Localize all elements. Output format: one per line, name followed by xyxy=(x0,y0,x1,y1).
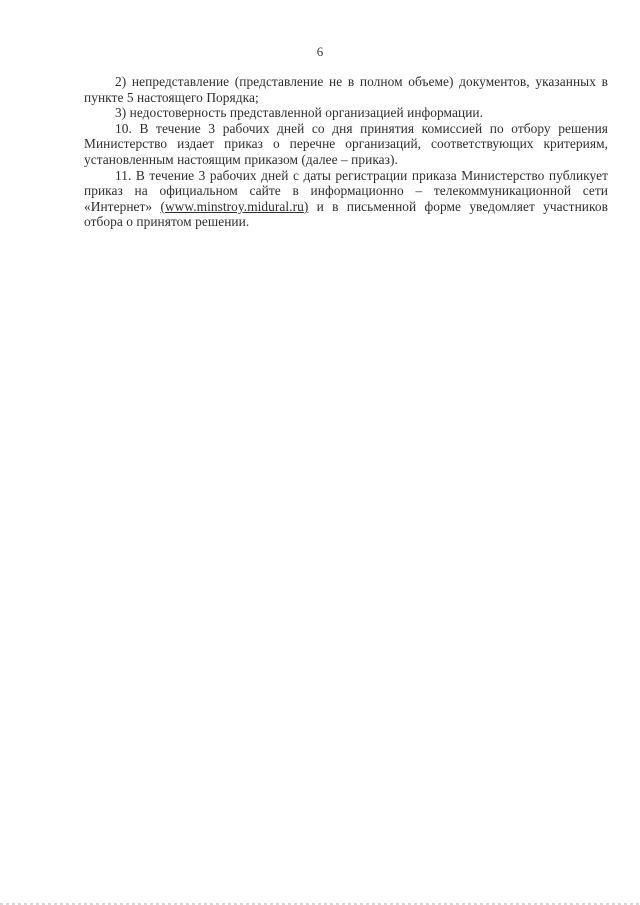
page-number: 6 xyxy=(316,44,324,59)
paragraph-item-3: 3) недостоверность представленной организацией информации. xyxy=(115,105,484,121)
clause-11-text-before-link: 11. В течение 3 рабочих дней с даты регистрации приказа Министерство публикует приказ на официальном сайте в информационно – телекоммуникационной сети «Интернет» xyxy=(84,167,608,214)
website-link[interactable]: (www.minstroy.midural.ru) xyxy=(160,198,309,214)
document-body xyxy=(84,74,608,230)
paragraph-clause-10: 10. В течение 3 рабочих дней со дня принятия комиссией по отбору решения Министерство издает приказ о перечне организаций, соответствующих критериям, установленным настоящим приказом (далее – приказ). xyxy=(84,120,608,167)
clause-11-text-after-link: и в письменной форме уведомляет участников отбора о принятом решении. xyxy=(84,198,608,230)
paragraph-item-2: 2) непредставление (представление не в полном объеме) документов, указанных в пункте 5 настоящего Порядка; xyxy=(84,74,608,105)
paragraph-clause-11 xyxy=(84,168,608,230)
